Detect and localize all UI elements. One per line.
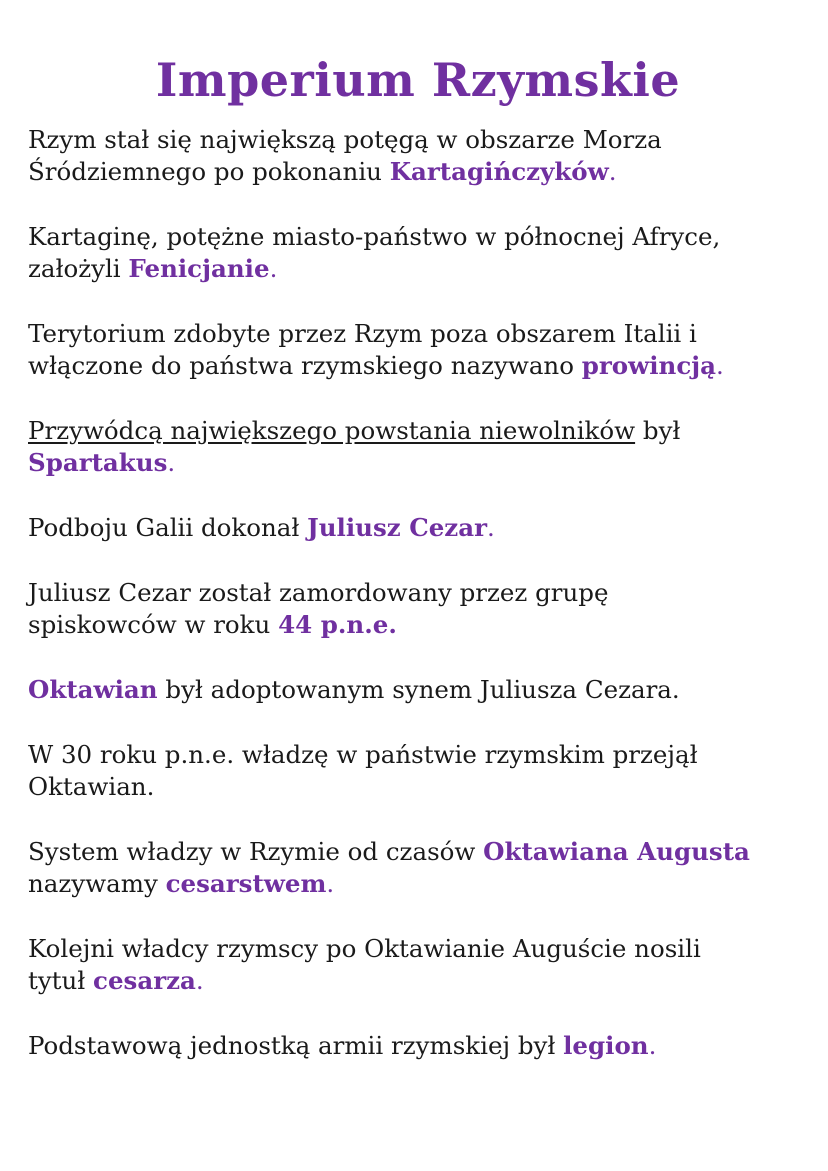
text: założyli <box>28 254 129 283</box>
period: . <box>716 351 724 380</box>
text: Kartaginę, potężne miasto-państwo w północnej Afryce, <box>28 222 721 251</box>
fact-province <box>28 318 808 382</box>
text: był adoptowanym synem Juliusza Cezara. <box>157 675 680 704</box>
text: Podstawową jednostką armii rzymskiej był <box>28 1031 564 1060</box>
page-title: Imperium Rzymskie <box>155 53 681 107</box>
period: . <box>167 448 176 477</box>
fact-gaul-conquest <box>28 512 808 544</box>
underlined-text: Przywódcą największego powstania niewolników <box>28 416 636 445</box>
fact-octavian-power <box>28 739 808 803</box>
period: . <box>195 966 204 995</box>
highlight-term: Fenicjanie <box>128 254 270 283</box>
fact-carthage-founders <box>28 221 808 285</box>
period: . <box>269 254 278 283</box>
highlight-term: Oktawian <box>28 675 158 704</box>
period: . <box>487 513 495 542</box>
fact-caesar-murder <box>28 577 808 641</box>
text: spiskowców w roku <box>28 610 279 639</box>
text: tytuł <box>28 966 94 995</box>
text: Śródziemnego po pokonaniu <box>28 157 390 186</box>
text: W 30 roku p.n.e. władzę w państwie rzymskim przejął <box>28 740 698 769</box>
text: Rzym stał się największą potęgą w obszarze Morza <box>28 125 662 154</box>
fact-spartacus <box>28 415 808 479</box>
highlight-term: cesarstwem <box>165 869 327 898</box>
highlight-term: legion <box>563 1031 649 1060</box>
period: . <box>648 1031 657 1060</box>
fact-carthage-defeat <box>28 124 808 188</box>
text: System władzy w Rzymie od czasów <box>28 837 484 866</box>
text: nazywamy <box>28 869 166 898</box>
highlight-term: prowincją <box>581 351 716 380</box>
highlight-term: Juliusz Cezar <box>307 513 488 542</box>
text: był <box>635 416 681 445</box>
highlight-term: 44 p.n.e. <box>278 610 397 639</box>
period: . <box>608 157 617 186</box>
highlight-term: Oktawiana Augusta <box>483 837 750 866</box>
period: . <box>326 869 335 898</box>
text: włączone do państwa rzymskiego nazywano <box>28 351 582 380</box>
text: Juliusz Cezar został zamordowany przez grupę <box>28 578 609 607</box>
highlight-term: Spartakus <box>28 448 168 477</box>
fact-empire-system <box>28 836 808 900</box>
text: Kolejni władcy rzymscy po Oktawianie Auguście nosili <box>28 934 701 963</box>
fact-octavian-adoption <box>28 674 808 706</box>
text: Oktawian. <box>28 772 155 801</box>
highlight-term: cesarza <box>93 966 196 995</box>
text: Terytorium zdobyte przez Rzym poza obszarem Italii i <box>28 319 697 348</box>
highlight-term: Kartagińczyków <box>389 157 609 186</box>
text: Podboju Galii dokonał <box>28 513 308 542</box>
fact-emperor-title <box>28 933 808 997</box>
fact-legion <box>28 1030 808 1062</box>
